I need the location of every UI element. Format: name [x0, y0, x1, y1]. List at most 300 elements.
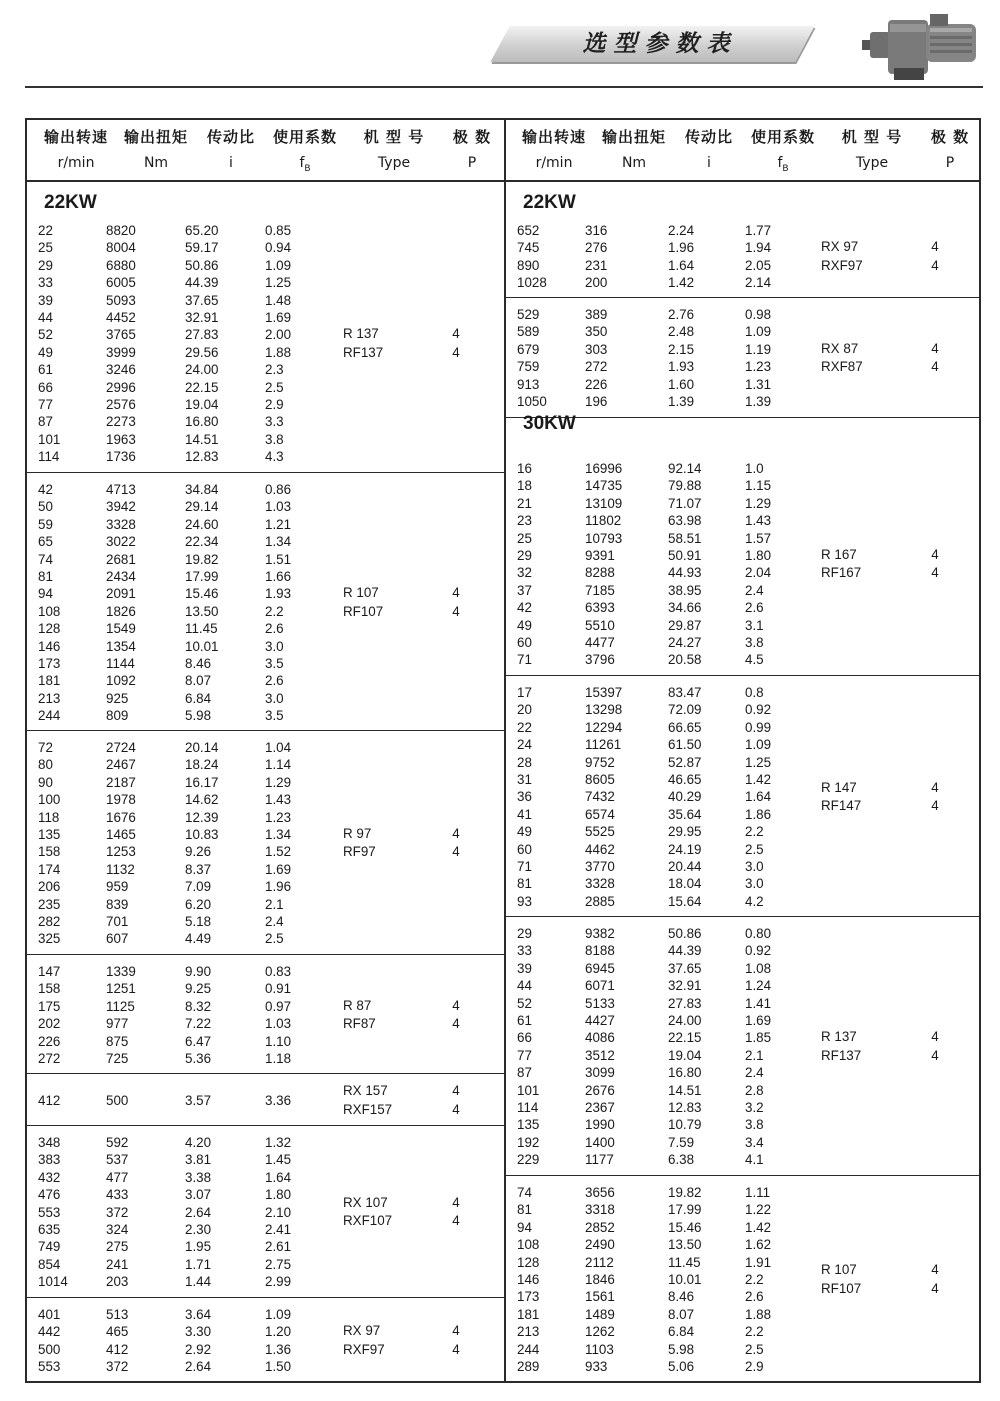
model-type [821, 1028, 861, 1065]
ratio-cell: 6.84 [668, 1324, 695, 1340]
speed-cell: 49 [517, 824, 532, 840]
torque-cell: 809 [106, 708, 129, 724]
ratio-cell: 24.00 [668, 1013, 702, 1028]
torque-cell: 1144 [106, 656, 135, 671]
torque-cell: 6005 [106, 275, 136, 291]
torque-cell: 12294 [585, 719, 623, 735]
ratio-cell: 1.93 [668, 359, 695, 375]
ratio-cell: 24.00 [185, 362, 219, 378]
torque-cell: 3099 [585, 1065, 615, 1081]
speed-cell: 60 [517, 635, 532, 650]
torque-cell: 8820 [106, 223, 136, 238]
fb-cell: 1.29 [265, 774, 292, 790]
torque-cell: 1846 [585, 1272, 615, 1287]
fb-cell: 2.6 [265, 673, 284, 689]
speed-cell: 325 [38, 931, 61, 947]
fb-cell: 3.5 [265, 708, 284, 724]
fb-cell: 1.88 [745, 1306, 772, 1322]
ratio-cell: 44.39 [668, 943, 702, 959]
speed-cell: 44 [38, 310, 53, 325]
torque-cell: 8188 [585, 943, 615, 959]
ratio-cell: 16.80 [185, 414, 219, 430]
speed-cell: 412 [38, 1093, 61, 1108]
speed-cell: 401 [38, 1307, 61, 1322]
speed-cell: 52 [38, 327, 53, 343]
torque-cell: 875 [106, 1033, 129, 1049]
speed-cell: 29 [517, 926, 532, 941]
ratio-cell: 8.07 [185, 673, 212, 689]
selection-table [25, 118, 981, 1383]
ratio-cell: 8.46 [668, 1289, 695, 1305]
ratio-cell: 24.60 [185, 516, 219, 532]
fb-cell: 2.04 [745, 565, 772, 581]
speed-cell: 749 [38, 1239, 61, 1255]
speed-cell: 282 [38, 914, 61, 929]
block-separator [25, 1297, 504, 1298]
speed-cell: 28 [517, 754, 532, 770]
ratio-cell: 2.92 [185, 1341, 212, 1357]
torque-cell: 5510 [585, 617, 615, 633]
torque-cell: 7432 [585, 789, 615, 805]
torque-cell: 2996 [106, 379, 136, 395]
ratio-cell: 1.44 [185, 1274, 212, 1290]
fb-cell: 1.31 [745, 376, 772, 392]
fb-cell: 0.83 [265, 964, 292, 979]
model-name: RXF107 [343, 1213, 393, 1229]
speed-cell: 181 [517, 1306, 540, 1322]
fb-cell: 0.94 [265, 240, 292, 256]
fb-cell: 1.69 [745, 1013, 772, 1028]
fb-cell: 1.10 [265, 1033, 292, 1049]
ratio-cell: 34.84 [185, 482, 219, 497]
block-separator [506, 916, 981, 917]
ratio-cell: 1.42 [668, 275, 695, 291]
model-name: R 167 [821, 546, 857, 562]
torque-cell: 3942 [106, 499, 136, 515]
fb-cell: 1.86 [745, 806, 772, 822]
ratio-cell: 1.60 [668, 376, 695, 392]
power-rating: 22KW [44, 192, 97, 213]
pole-count [441, 1082, 471, 1119]
torque-cell: 2852 [585, 1219, 615, 1235]
block-separator [506, 417, 981, 418]
torque-cell: 4452 [106, 310, 136, 325]
ratio-cell: 14.51 [668, 1082, 702, 1098]
ratio-cell: 19.82 [185, 551, 219, 567]
pole-value: 4 [931, 257, 939, 273]
torque-cell: 5133 [585, 995, 615, 1011]
fb-cell: 0.92 [745, 702, 772, 718]
speed-cell: 44 [517, 978, 532, 994]
speed-cell: 49 [517, 617, 532, 633]
torque-cell: 13109 [585, 495, 623, 511]
fb-cell: 2.2 [745, 1272, 764, 1287]
speed-cell: 24 [517, 737, 532, 753]
torque-cell: 513 [106, 1307, 129, 1322]
speed-cell: 18 [517, 478, 532, 494]
torque-cell: 959 [106, 879, 129, 895]
ratio-cell: 16.80 [668, 1065, 702, 1081]
fb-cell: 1.45 [265, 1152, 292, 1168]
pole-count [441, 325, 471, 362]
ratio-cell: 83.47 [668, 685, 702, 700]
fb-cell: 2.75 [265, 1256, 292, 1272]
speed-cell: 22 [38, 223, 53, 238]
speed-cell: 101 [517, 1082, 540, 1098]
ratio-cell: 20.14 [185, 740, 219, 755]
torque-cell: 5093 [106, 292, 136, 308]
ratio-cell: 2.64 [185, 1204, 212, 1220]
model-type [343, 584, 383, 621]
ratio-cell: 1.96 [668, 240, 695, 256]
ratio-cell: 10.01 [668, 1272, 702, 1287]
fb-cell: 1.32 [265, 1135, 292, 1150]
torque-cell: 2112 [585, 1254, 614, 1270]
model-type [343, 325, 383, 362]
ratio-cell: 22.34 [185, 534, 219, 550]
ratio-cell: 40.29 [668, 789, 702, 805]
ratio-cell: 9.90 [185, 964, 212, 979]
speed-cell: 206 [38, 879, 61, 895]
pole-count [441, 584, 471, 621]
fb-cell: 1.62 [745, 1237, 772, 1253]
speed-cell: 442 [38, 1324, 61, 1340]
speed-cell: 37 [517, 582, 532, 598]
speed-cell: 61 [517, 1013, 532, 1028]
torque-cell: 2724 [106, 740, 136, 755]
fb-cell: 1.23 [265, 809, 292, 825]
torque-cell: 3512 [585, 1047, 615, 1063]
speed-cell: 158 [38, 981, 61, 997]
torque-cell: 226 [585, 376, 608, 392]
speed-cell: 29 [38, 257, 53, 273]
torque-cell: 8605 [585, 772, 615, 787]
fb-cell: 1.80 [745, 548, 772, 563]
fb-cell: 1.25 [745, 754, 772, 770]
speed-cell: 71 [517, 859, 532, 874]
ratio-cell: 32.91 [185, 310, 219, 325]
model-name: RX 157 [343, 1083, 388, 1099]
pole-value: 4 [931, 239, 939, 255]
torque-cell: 389 [585, 307, 608, 322]
torque-cell: 412 [106, 1341, 129, 1357]
block-separator [25, 730, 504, 731]
torque-cell: 500 [106, 1093, 129, 1108]
speed-cell: 181 [38, 673, 61, 689]
torque-cell: 1339 [106, 964, 136, 979]
torque-cell: 537 [106, 1152, 129, 1168]
ratio-cell: 29.87 [668, 617, 702, 633]
fb-cell: 1.42 [745, 1219, 772, 1235]
speed-cell: 39 [38, 292, 53, 308]
torque-cell: 1125 [106, 998, 135, 1014]
speed-cell: 42 [517, 600, 532, 616]
speed-cell: 101 [38, 431, 61, 447]
ratio-cell: 2.24 [668, 223, 695, 238]
fb-cell: 1.91 [745, 1254, 772, 1270]
fb-cell: 1.94 [745, 240, 772, 256]
model-name: R 97 [343, 825, 372, 841]
block-separator [506, 1175, 981, 1176]
speed-cell: 146 [517, 1272, 540, 1287]
speed-cell: 529 [517, 307, 540, 322]
fb-cell: 2.4 [745, 582, 764, 598]
fb-cell: 2.1 [265, 896, 284, 912]
fb-cell: 2.4 [265, 914, 284, 929]
ratio-cell: 5.98 [668, 1341, 695, 1357]
torque-cell: 200 [585, 275, 608, 291]
speed-cell: 17 [517, 685, 532, 700]
ratio-cell: 22.15 [668, 1030, 702, 1046]
fb-cell: 2.4 [745, 1065, 764, 1081]
torque-cell: 10793 [585, 530, 623, 546]
ratio-cell: 15.46 [668, 1219, 702, 1235]
pole-value: 4 [452, 344, 460, 360]
fb-cell: 2.9 [265, 397, 284, 412]
pole-value: 4 [452, 603, 460, 619]
speed-cell: 90 [38, 774, 53, 790]
speed-cell: 589 [517, 324, 540, 340]
ratio-cell: 46.65 [668, 772, 702, 787]
torque-cell: 433 [106, 1187, 129, 1203]
fb-cell: 2.2 [745, 1324, 764, 1340]
speed-cell: 289 [517, 1359, 540, 1374]
model-name: RF87 [343, 1016, 376, 1032]
center-divider [504, 118, 506, 1383]
head-fb-left: 使用系数 $f_B$ [272, 128, 337, 174]
speed-cell: 74 [517, 1185, 532, 1200]
pole-value: 4 [452, 825, 460, 841]
pole-count [920, 1261, 950, 1298]
fb-cell: 1.03 [265, 499, 292, 515]
torque-cell: 3765 [106, 327, 136, 343]
torque-cell: 977 [106, 1016, 129, 1032]
speed-cell: 52 [517, 995, 532, 1011]
speed-cell: 679 [517, 341, 540, 357]
fb-cell: 1.20 [265, 1324, 292, 1340]
torque-cell: 2273 [106, 414, 136, 430]
fb-cell: 1.96 [265, 879, 292, 895]
speed-cell: 244 [38, 708, 61, 724]
torque-cell: 2681 [106, 551, 136, 567]
speed-cell: 108 [38, 603, 61, 619]
pole-count [920, 340, 950, 377]
torque-cell: 6071 [585, 978, 615, 994]
fb-cell: 2.5 [265, 931, 284, 947]
fb-cell: 1.88 [265, 344, 292, 360]
torque-cell: 1092 [106, 673, 136, 689]
fb-cell: 1.64 [265, 1169, 292, 1185]
speed-cell: 192 [517, 1134, 540, 1150]
torque-cell: 15397 [585, 685, 623, 700]
ratio-cell: 38.95 [668, 582, 702, 598]
head-poles-left: 极 数 P [452, 128, 492, 171]
ratio-cell: 1.71 [185, 1256, 212, 1272]
fb-cell: 0.8 [745, 685, 764, 700]
torque-cell: 11802 [585, 513, 622, 529]
fb-cell: 1.48 [265, 292, 292, 308]
fb-cell: 1.19 [745, 341, 772, 357]
speed-cell: 229 [517, 1152, 540, 1168]
fb-cell: 3.2 [745, 1100, 764, 1115]
fb-cell: 3.0 [265, 690, 284, 706]
model-type [821, 238, 863, 275]
fb-cell: 1.43 [265, 792, 292, 808]
torque-cell: 272 [585, 359, 608, 375]
pole-value: 4 [452, 1016, 460, 1032]
fb-cell: 0.85 [265, 223, 292, 238]
ratio-cell: 59.17 [185, 240, 219, 256]
torque-cell: 1826 [106, 603, 136, 619]
fb-cell: 3.36 [265, 1093, 292, 1108]
ratio-cell: 72.09 [668, 702, 702, 718]
torque-cell: 1489 [585, 1306, 615, 1322]
fb-cell: 0.98 [745, 307, 772, 322]
ratio-cell: 12.39 [185, 809, 219, 825]
head-type-right: 机 型 号 Type [841, 128, 903, 171]
fb-cell: 2.2 [265, 603, 284, 619]
torque-cell: 8004 [106, 240, 136, 256]
fb-cell: 2.10 [265, 1204, 292, 1220]
ratio-cell: 19.82 [668, 1185, 702, 1200]
ratio-cell: 15.46 [185, 586, 219, 602]
fb-cell: 3.4 [745, 1134, 764, 1150]
ratio-cell: 17.99 [668, 1202, 702, 1218]
torque-cell: 4713 [106, 482, 136, 497]
ratio-cell: 32.91 [668, 978, 702, 994]
speed-cell: 128 [38, 621, 61, 637]
speed-cell: 25 [517, 530, 532, 546]
torque-cell: 3796 [585, 652, 615, 668]
ratio-cell: 50.86 [668, 926, 702, 941]
fb-cell: 2.2 [745, 824, 764, 840]
torque-cell: 1251 [106, 981, 136, 997]
pole-count [441, 997, 471, 1034]
head-speed-right: 输出转速 r/min [521, 128, 586, 171]
fb-cell: 1.04 [265, 740, 292, 755]
ratio-cell: 63.98 [668, 513, 702, 529]
fb-cell: 1.09 [745, 737, 772, 753]
torque-cell: 3656 [585, 1185, 615, 1200]
speed-cell: 1028 [517, 275, 547, 291]
speed-cell: 21 [517, 495, 532, 511]
ratio-cell: 29.95 [668, 824, 702, 840]
ratio-cell: 9.25 [185, 981, 212, 997]
fb-cell: 2.99 [265, 1274, 292, 1290]
fb-cell: 1.93 [265, 586, 292, 602]
torque-cell: 6945 [585, 960, 615, 976]
torque-cell: 2490 [585, 1237, 615, 1253]
speed-cell: 854 [38, 1256, 61, 1272]
speed-cell: 890 [517, 257, 540, 273]
model-type [821, 779, 861, 816]
fb-cell: 1.15 [745, 478, 772, 494]
pole-value: 4 [931, 1280, 939, 1296]
head-torque-left: 输出扭矩 Nm [123, 128, 188, 171]
ratio-cell: 35.64 [668, 806, 702, 822]
page-title: 选型参数表 [582, 30, 738, 57]
model-name: RF107 [343, 603, 384, 619]
model-type [821, 546, 861, 583]
speed-cell: 114 [38, 449, 60, 465]
head-ratio-left: 传动比 i [206, 128, 255, 171]
fb-cell: 1.43 [745, 513, 772, 529]
torque-cell: 1676 [106, 809, 136, 825]
fb-cell: 1.42 [745, 772, 772, 787]
speed-cell: 244 [517, 1341, 540, 1357]
torque-cell: 276 [585, 240, 608, 256]
fb-cell: 4.2 [745, 893, 764, 909]
torque-cell: 231 [585, 257, 608, 273]
fb-cell: 0.91 [265, 981, 292, 997]
torque-cell: 11261 [585, 737, 622, 753]
ratio-cell: 5.06 [668, 1359, 695, 1374]
ratio-cell: 12.83 [185, 449, 219, 465]
fb-cell: 1.80 [265, 1187, 292, 1203]
ratio-cell: 29.56 [185, 344, 219, 360]
torque-cell: 8288 [585, 565, 615, 581]
pole-count [920, 1028, 950, 1065]
torque-cell: 3246 [106, 362, 136, 378]
speed-cell: 50 [38, 499, 53, 515]
model-name: RF167 [821, 565, 862, 581]
speed-cell: 25 [38, 240, 53, 256]
speed-cell: 1050 [517, 394, 547, 409]
ratio-cell: 58.51 [668, 530, 702, 546]
block-separator [506, 297, 981, 298]
ratio-cell: 5.36 [185, 1051, 212, 1066]
head-speed-left: 输出转速 r/min [43, 128, 108, 171]
fb-cell: 3.8 [745, 635, 764, 650]
fb-cell: 2.6 [745, 1289, 764, 1305]
speed-cell: 33 [517, 943, 532, 959]
speed-cell: 23 [517, 513, 532, 529]
model-name: RF147 [821, 798, 862, 814]
torque-cell: 592 [106, 1135, 129, 1150]
fb-cell: 2.61 [265, 1239, 292, 1255]
fb-cell: 4.5 [745, 652, 764, 668]
block-separator [25, 1073, 504, 1074]
torque-cell: 13298 [585, 702, 623, 718]
pole-value: 4 [452, 1101, 460, 1117]
block-separator [25, 954, 504, 955]
fb-cell: 0.92 [745, 943, 772, 959]
ratio-cell: 3.30 [185, 1324, 212, 1340]
model-name: R 137 [821, 1029, 857, 1045]
fb-cell: 2.41 [265, 1222, 292, 1237]
pole-value: 4 [931, 1029, 939, 1045]
speed-cell: 235 [38, 896, 61, 912]
torque-cell: 1736 [106, 449, 136, 465]
fb-cell: 0.86 [265, 482, 292, 497]
model-name: RXF87 [821, 359, 863, 375]
torque-cell: 3328 [585, 876, 615, 892]
ratio-cell: 65.20 [185, 223, 219, 238]
ratio-cell: 27.83 [185, 327, 219, 343]
ratio-cell: 24.19 [668, 841, 702, 857]
torque-cell: 9391 [585, 548, 615, 563]
torque-cell: 607 [106, 931, 129, 947]
fb-cell: 1.09 [745, 324, 772, 340]
speed-cell: 158 [38, 844, 61, 860]
pole-count [920, 238, 950, 275]
fb-cell: 2.14 [745, 275, 772, 291]
speed-cell: 77 [38, 397, 53, 412]
fb-cell: 1.03 [265, 1016, 292, 1032]
speed-cell: 29 [517, 548, 532, 563]
torque-cell: 2367 [585, 1100, 615, 1115]
header-rule [25, 86, 983, 88]
